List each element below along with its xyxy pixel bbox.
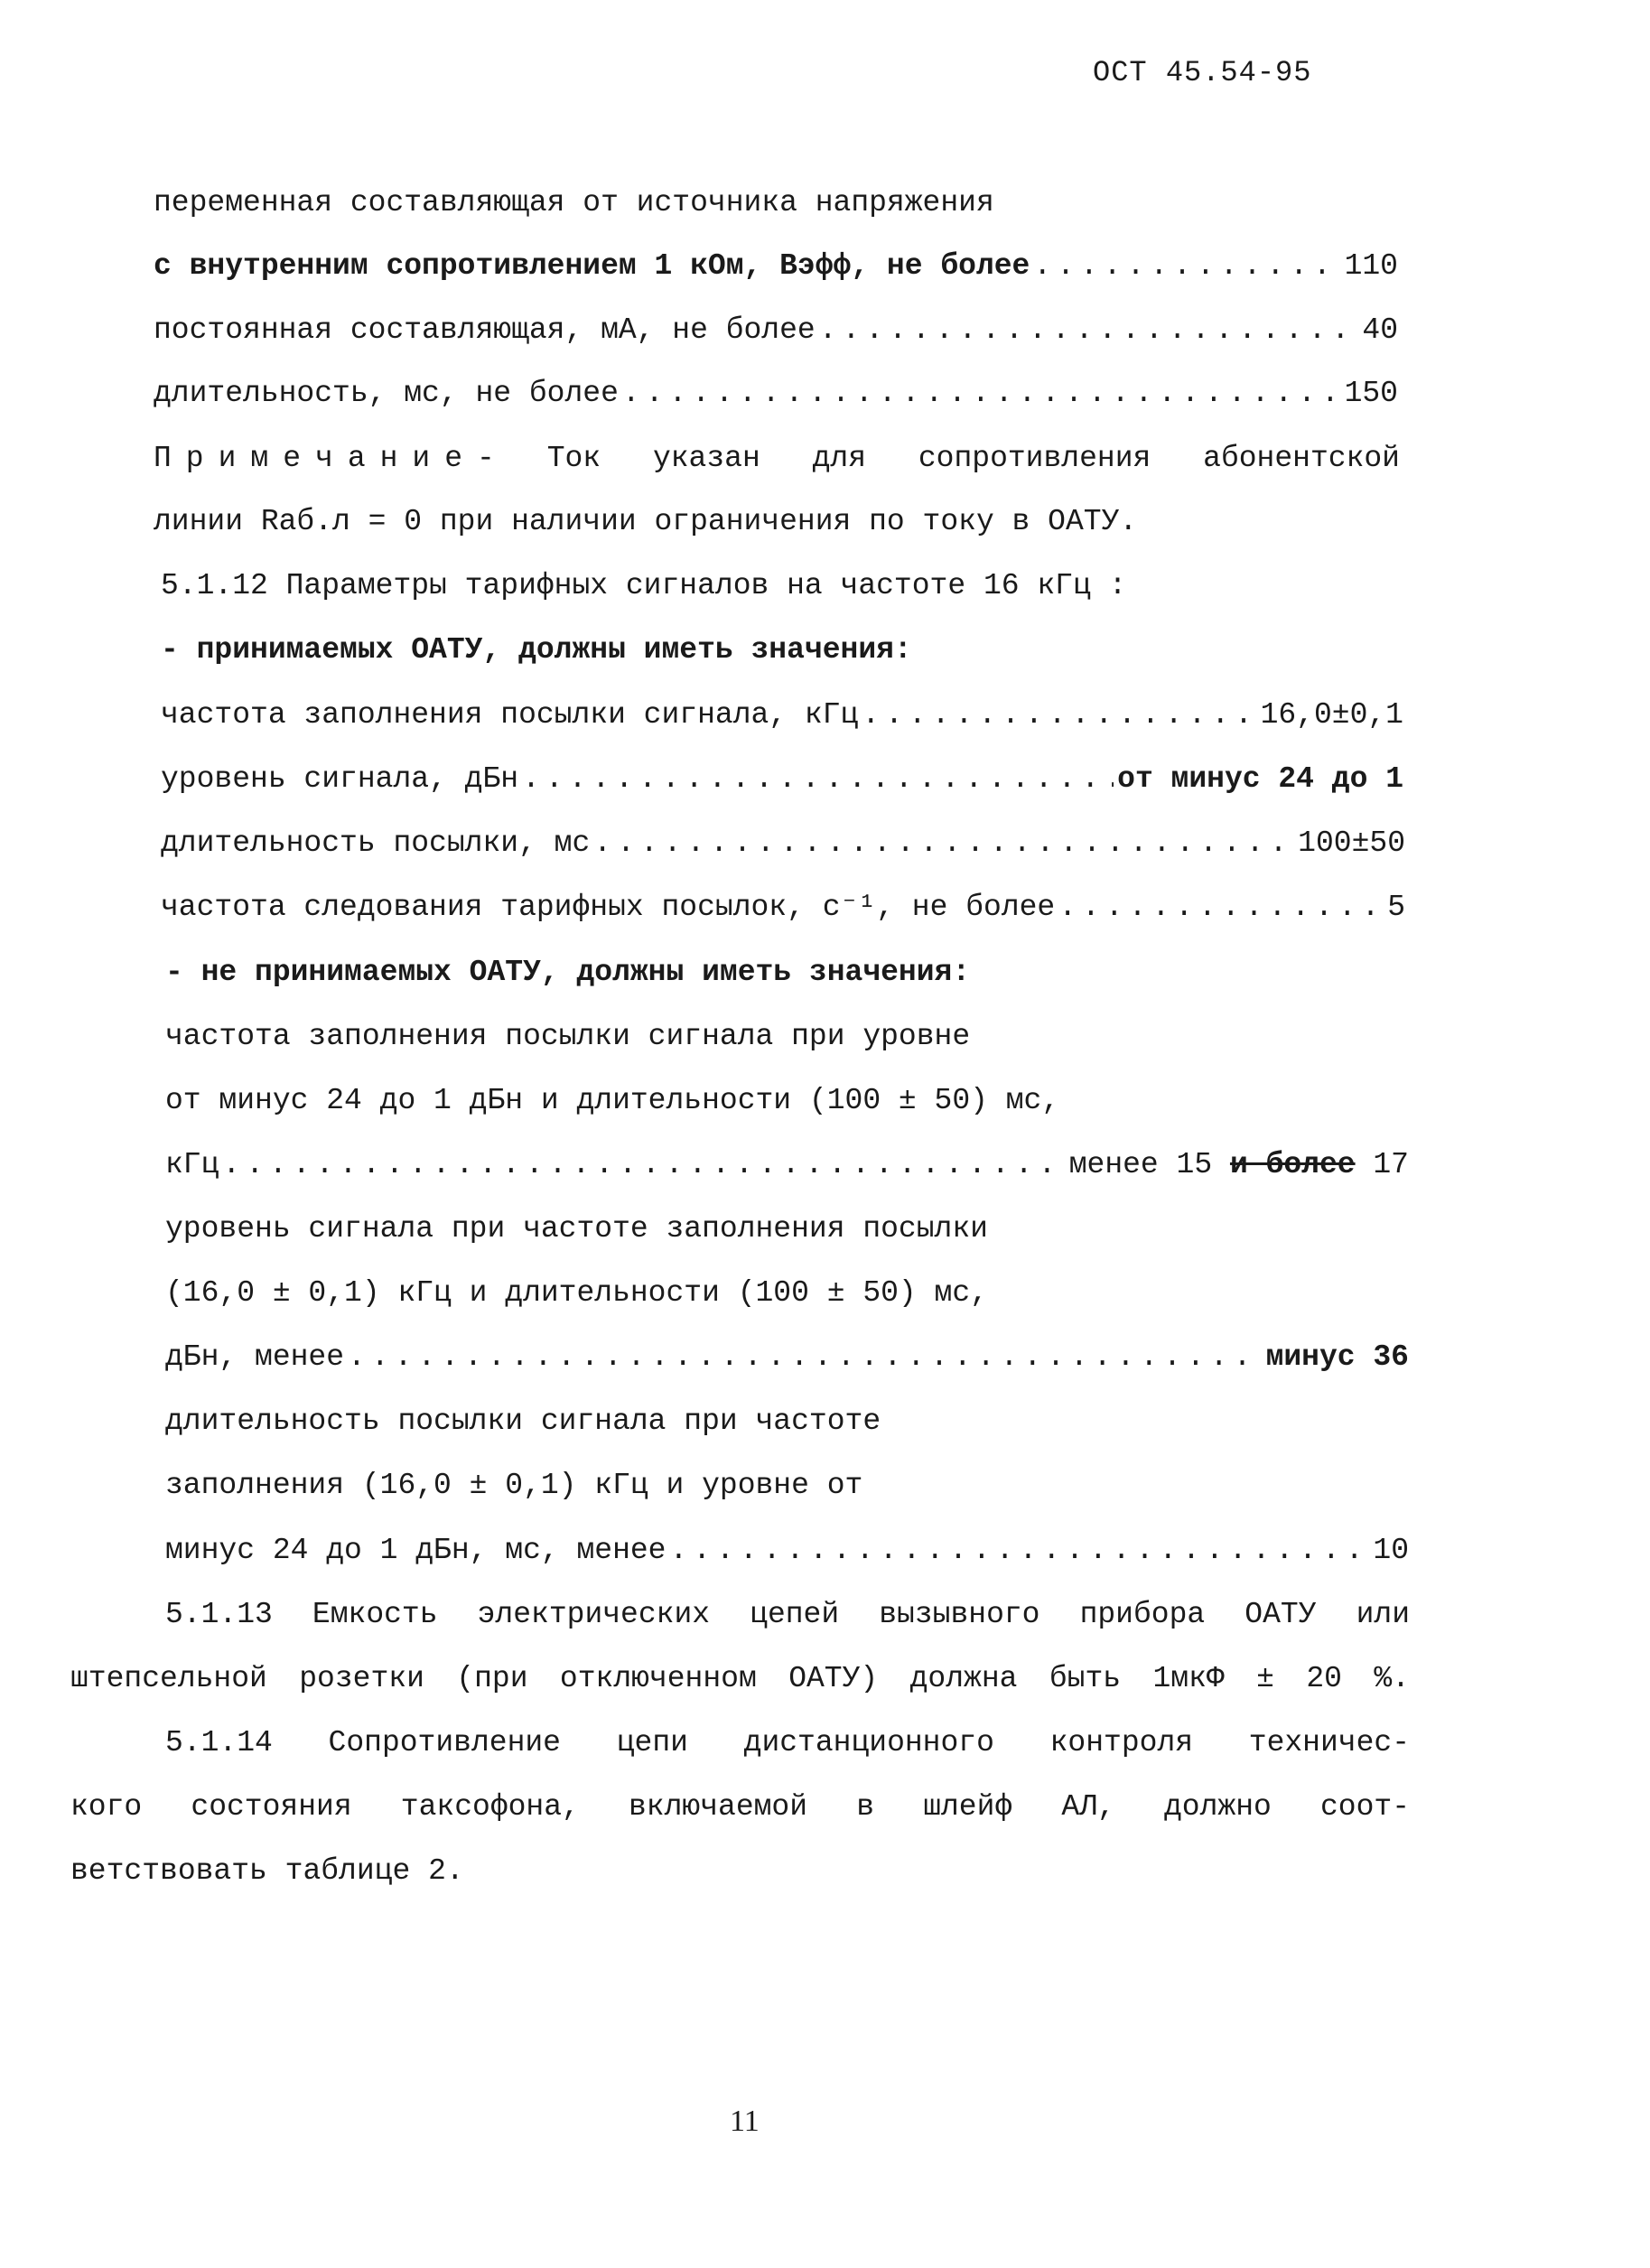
value-part-struck: и более — [1229, 1148, 1356, 1181]
param-label: частота следования тарифных посылок, с⁻¹, не более — [161, 891, 1056, 924]
param-value: 16,0±0,1 — [1260, 698, 1403, 732]
param-row — [161, 761, 1403, 798]
accepted-heading: - принимаемых ОАТУ, должны иметь значения: — [161, 633, 912, 667]
param-label: длительность посылки, мс — [161, 826, 591, 860]
param-label: с внутренним сопротивлением 1 кОм, Вэфф, не более — [154, 249, 1030, 283]
param-value: 5 — [1387, 891, 1405, 924]
section-5-1-14-end: ветствовать таблице 2. — [70, 1854, 464, 1888]
document-code: ОСТ 45.54-95 — [1093, 56, 1312, 89]
section-5-1-14: 5.1.14 Сопротивление цепи дистанционного контроля техничес- — [165, 1726, 1410, 1759]
leader-dots — [622, 376, 1341, 412]
leader-dots — [862, 697, 1256, 733]
note-text: - Ток указан для сопротивления абонентской — [477, 442, 1400, 475]
param-value: 40 — [1362, 313, 1398, 347]
text-line: заполнения (16,0 ± 0,1) кГц и уровне от — [165, 1469, 863, 1502]
param-row — [165, 1533, 1409, 1569]
param-label: длительность, мс, не более — [154, 377, 619, 410]
text-line: уровень сигнала при частоте заполнения посылки — [165, 1212, 988, 1246]
note-continuation: линии Rаб.л = 0 при наличии ограничения по току в ОАТУ. — [154, 505, 1138, 538]
note-label: Примечание — [154, 442, 478, 475]
section-5-1-14-continuation: кого состояния таксофона, включаемой в шлейф АЛ, должно соот- — [70, 1790, 1410, 1824]
leader-dots — [348, 1339, 1263, 1376]
page-number: 11 — [730, 2105, 760, 2138]
text-line: длительность посылки сигнала при частоте — [165, 1405, 881, 1438]
param-value — [1069, 1147, 1409, 1183]
note-line — [154, 441, 1400, 477]
param-row — [154, 376, 1398, 412]
param-label: минус 24 до 1 дБн, мс, менее — [165, 1534, 667, 1567]
param-row — [165, 1147, 1409, 1183]
leader-dots — [1033, 248, 1340, 285]
leader-dots — [1058, 890, 1384, 926]
param-label: уровень сигнала, дБн — [161, 762, 519, 796]
param-value: 10 — [1373, 1534, 1409, 1567]
param-row — [154, 248, 1398, 285]
leader-dots — [522, 761, 1114, 798]
param-label: постоянная составляющая, мА, не более — [154, 313, 816, 347]
param-row — [165, 1339, 1409, 1376]
leader-dots — [222, 1147, 1065, 1183]
value-part: 17 — [1355, 1148, 1409, 1181]
not-accepted-heading: - не принимаемых ОАТУ, должны иметь значения: — [165, 956, 971, 989]
param-value: 100±50 — [1298, 826, 1405, 860]
param-value: от минус 24 до 1 — [1117, 762, 1403, 796]
value-part: менее 15 — [1068, 1148, 1230, 1181]
param-label: частота заполнения посылки сигнала, кГц — [161, 698, 859, 732]
param-value: 110 — [1344, 249, 1398, 283]
param-label: кГц — [165, 1148, 219, 1181]
param-row — [161, 697, 1403, 733]
leader-dots — [819, 313, 1359, 349]
text-line: (16,0 ± 0,1) кГц и длительности (100 ± 50) мс, — [165, 1276, 988, 1310]
param-label: дБн, менее — [165, 1340, 345, 1374]
param-row — [154, 313, 1398, 349]
param-value: 150 — [1344, 377, 1398, 410]
section-5-1-13: 5.1.13 Емкость электрических цепей вызывного прибора ОАТУ или — [165, 1598, 1410, 1631]
text-line: от минус 24 до 1 дБн и длительности (100 ± 50) мс, — [165, 1084, 1060, 1117]
leader-dots — [593, 826, 1294, 862]
leader-dots — [670, 1533, 1370, 1569]
text-line: частота заполнения посылки сигнала при уровне — [165, 1020, 971, 1053]
section-5-1-12: 5.1.12 Параметры тарифных сигналов на частоте 16 кГц : — [161, 569, 1127, 602]
param-row — [161, 826, 1405, 862]
section-5-1-13-continuation: штепсельной розетки (при отключенном ОАТУ) должна быть 1мкФ ± 20 %. — [70, 1662, 1410, 1695]
text-line: переменная составляющая от источника напряжения — [154, 186, 994, 219]
param-value: минус 36 — [1265, 1340, 1409, 1374]
param-row — [161, 890, 1405, 926]
